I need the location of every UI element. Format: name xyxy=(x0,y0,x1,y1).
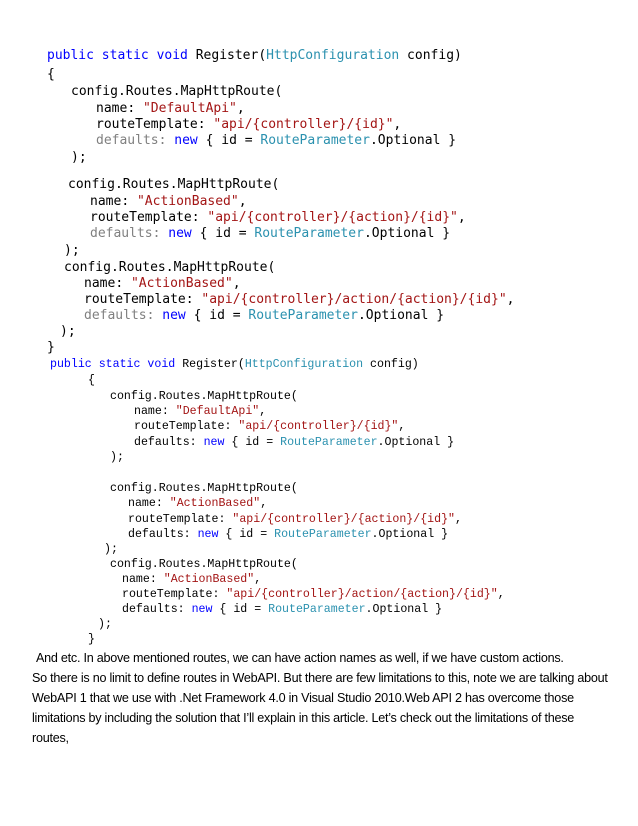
code-line: ); xyxy=(98,618,112,631)
code-line: defaults: new { id = RouteParameter.Optional } xyxy=(96,133,457,148)
code-line: routeTemplate: "api/{controller}/{id}", xyxy=(96,117,402,132)
code-line: ); xyxy=(110,451,124,464)
code-line: routeTemplate: "api/{controller}/{action}/{id}", xyxy=(128,513,462,526)
paragraph-line: So there is no limit to define routes in WebAPI. But there are few limitations to this, note we are talking about xyxy=(32,671,608,685)
code-line: config.Routes.MapHttpRoute( xyxy=(110,482,298,495)
paragraph-line: limitations by including the solution that I’ll explain in this article. Let’s check out the limitations of these xyxy=(32,711,575,725)
code-line: config.Routes.MapHttpRoute( xyxy=(68,177,280,192)
code-line: routeTemplate: "api/{controller}/{id}", xyxy=(134,420,406,433)
code-line: defaults: new { id = RouteParameter.Optional } xyxy=(84,308,445,323)
code-line: name: "DefaultApi", xyxy=(134,405,267,418)
code-line: public static void Register(HttpConfiguration config) xyxy=(47,48,462,63)
code-line: routeTemplate: "api/{controller}/action/{action}/{id}", xyxy=(84,292,515,307)
code-line: ); xyxy=(104,543,118,556)
paragraph-line: WebAPI 1 that we use with .Net Framework 4.0 in Visual Studio 2010.Web API 2 has overcome those xyxy=(32,691,574,705)
paragraph-line: routes, xyxy=(32,731,69,745)
code-line: name: "ActionBased", xyxy=(128,497,268,510)
code-line: public static void Register(HttpConfiguration config) xyxy=(50,358,419,371)
code-line: name: "ActionBased", xyxy=(90,194,247,209)
body-paragraph xyxy=(32,648,632,748)
code-line: defaults: new { id = RouteParameter.Optional } xyxy=(90,226,451,241)
code-line: routeTemplate: "api/{controller}/{action}/{id}", xyxy=(90,210,466,225)
code-line: { xyxy=(47,67,55,82)
code-line: } xyxy=(88,633,95,646)
code-line: ); xyxy=(71,150,87,165)
code-line: routeTemplate: "api/{controller}/action/{action}/{id}", xyxy=(122,588,505,601)
code-line: { xyxy=(88,374,95,387)
code-line: config.Routes.MapHttpRoute( xyxy=(64,260,276,275)
code-line: ); xyxy=(60,324,76,339)
code-line: config.Routes.MapHttpRoute( xyxy=(110,390,298,403)
code-line: } xyxy=(47,340,55,355)
code-line: defaults: new { id = RouteParameter.Optional } xyxy=(134,436,455,449)
code-line: defaults: new { id = RouteParameter.Optional } xyxy=(128,528,449,541)
code-line: config.Routes.MapHttpRoute( xyxy=(110,558,298,571)
code-line: defaults: new { id = RouteParameter.Optional } xyxy=(122,603,443,616)
code-line: ); xyxy=(64,243,80,258)
code-line: name: "ActionBased", xyxy=(122,573,262,586)
code-line: name: "ActionBased", xyxy=(84,276,241,291)
code-line: config.Routes.MapHttpRoute( xyxy=(71,84,283,99)
code-line: name: "DefaultApi", xyxy=(96,101,245,116)
paragraph-line: And etc. In above mentioned routes, we can have action names as well, if we have custom actions. xyxy=(36,651,564,665)
